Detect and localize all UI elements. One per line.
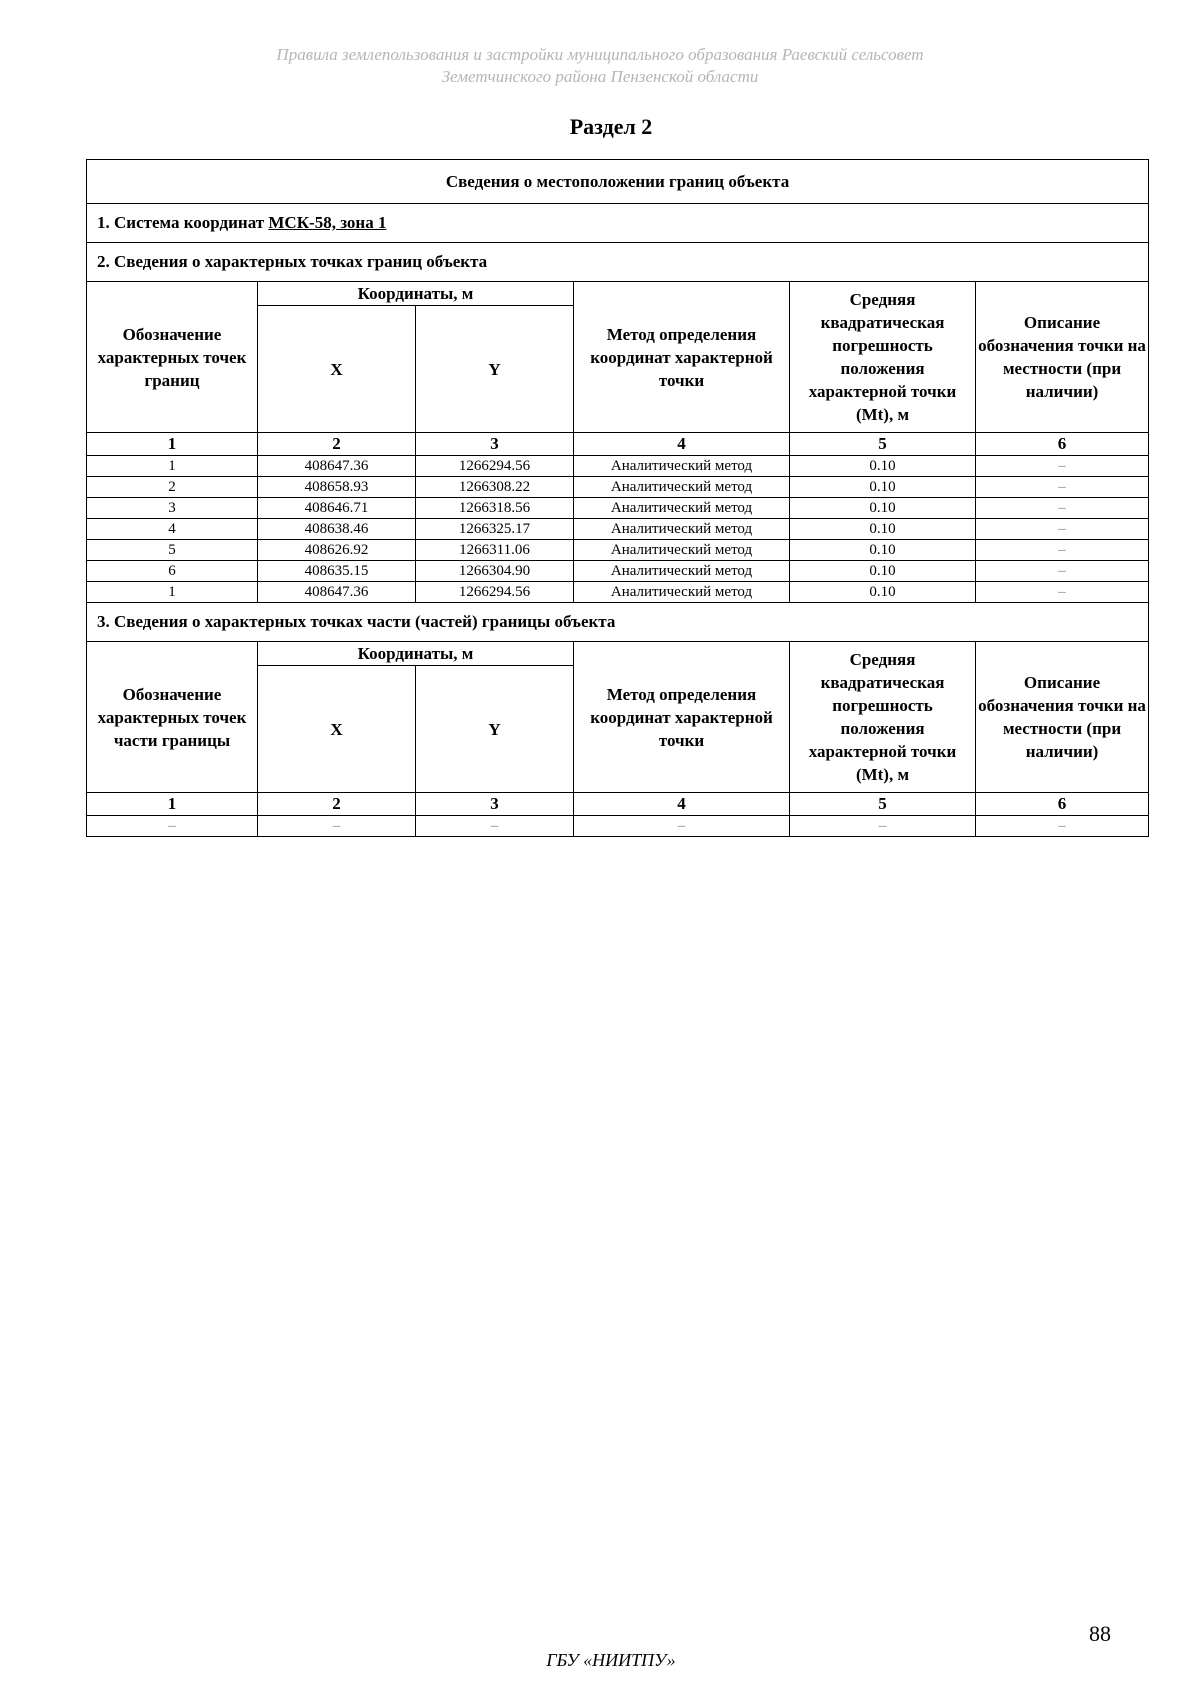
description: – [976, 582, 1149, 603]
description: – [976, 477, 1149, 498]
coord-y: – [416, 816, 574, 837]
error-value: 0.10 [790, 456, 976, 477]
table-row [87, 456, 1149, 477]
col-y-header: Y [416, 306, 574, 433]
header-line-1: Правила землепользования и застройки муниципального образования Раевский сельсовет [276, 45, 924, 64]
col-number: 6 [976, 433, 1149, 456]
col-method-header: Метод определения координат характерной точки [574, 282, 790, 433]
table-row [87, 582, 1149, 603]
table-row [87, 816, 1149, 837]
col-number: 2 [258, 433, 416, 456]
error-value: 0.10 [790, 540, 976, 561]
point-number: 4 [87, 519, 258, 540]
method: Аналитический метод [574, 519, 790, 540]
col-number: 2 [258, 793, 416, 816]
point-number: 5 [87, 540, 258, 561]
header-line-2: Земетчинского района Пензенской области [441, 67, 759, 86]
col-number: 5 [790, 793, 976, 816]
coord-x: 408638.46 [258, 519, 416, 540]
coord-y: 1266308.22 [416, 477, 574, 498]
col-description-header: Описание обозначения точки на местности (при наличии) [976, 642, 1149, 793]
coord-x: 408658.93 [258, 477, 416, 498]
coord-x: 408626.92 [258, 540, 416, 561]
method: Аналитический метод [574, 456, 790, 477]
error-value: 0.10 [790, 582, 976, 603]
col-number: 6 [976, 793, 1149, 816]
col-x-header: X [258, 666, 416, 793]
section-title: Раздел 2 [569, 114, 653, 139]
col-method-header: Метод определения координат характерной точки [574, 642, 790, 793]
error-value: 0.10 [790, 477, 976, 498]
coord-x: 408647.36 [258, 582, 416, 603]
col-error-header: Средняя квадратическая погрешность положения характерной точки (Mt), м [790, 642, 976, 793]
col-number: 1 [87, 793, 258, 816]
boundary-table [86, 159, 1149, 837]
coord-y: 1266304.90 [416, 561, 574, 582]
error-value: – [790, 816, 976, 837]
point-number: – [87, 816, 258, 837]
table-row [87, 540, 1149, 561]
description: – [976, 456, 1149, 477]
col-coords-header: Координаты, м [258, 642, 574, 666]
col-designation-header: Обозначение характерных точек границ [87, 282, 258, 433]
table-row [87, 561, 1149, 582]
col-coords-header: Координаты, м [258, 282, 574, 306]
coord-y: 1266325.17 [416, 519, 574, 540]
method: Аналитический метод [574, 561, 790, 582]
column-number-row [87, 433, 1149, 456]
col-number: 3 [416, 793, 574, 816]
coord-system-value: МСК-58, зона 1 [268, 213, 387, 232]
coord-x: – [258, 816, 416, 837]
col-error-header: Средняя квадратическая погрешность положения характерной точки (Mt), м [790, 282, 976, 433]
point-number: 1 [87, 582, 258, 603]
coord-y: 1266294.56 [416, 582, 574, 603]
coord-system-row [87, 204, 1149, 243]
coord-system-label: 1. Система координат [97, 213, 265, 232]
description: – [976, 561, 1149, 582]
section2-title: 2. Сведения о характерных точках границ объекта [87, 243, 1149, 282]
table-banner: Сведения о местоположении границ объекта [87, 160, 1149, 204]
col-number: 3 [416, 433, 574, 456]
point-number: 3 [87, 498, 258, 519]
method: Аналитический метод [574, 498, 790, 519]
col-description-header: Описание обозначения точки на местности (при наличии) [976, 282, 1149, 433]
col-number: 4 [574, 793, 790, 816]
method: Аналитический метод [574, 582, 790, 603]
method: Аналитический метод [574, 540, 790, 561]
error-value: 0.10 [790, 519, 976, 540]
coord-x: 408647.36 [258, 456, 416, 477]
col-number: 1 [87, 433, 258, 456]
table-row [87, 498, 1149, 519]
coord-y: 1266318.56 [416, 498, 574, 519]
method: Аналитический метод [574, 477, 790, 498]
error-value: 0.10 [790, 498, 976, 519]
coord-y: 1266311.06 [416, 540, 574, 561]
document-header [0, 44, 1200, 88]
col-number: 5 [790, 433, 976, 456]
method: – [574, 816, 790, 837]
col-number: 4 [574, 433, 790, 456]
point-number: 2 [87, 477, 258, 498]
description: – [976, 540, 1149, 561]
col-y-header: Y [416, 666, 574, 793]
column-number-row [87, 793, 1149, 816]
error-value: 0.10 [790, 561, 976, 582]
page-number: 88 [1089, 1621, 1111, 1646]
point-number: 6 [87, 561, 258, 582]
section3-title: 3. Сведения о характерных точках части (частей) границы объекта [87, 603, 1149, 642]
col-designation-header: Обозначение характерных точек части границы [87, 642, 258, 793]
description: – [976, 519, 1149, 540]
table-row [87, 477, 1149, 498]
coord-x: 408646.71 [258, 498, 416, 519]
col-x-header: X [258, 306, 416, 433]
description: – [976, 816, 1149, 837]
document-footer: ГБУ «НИИТПУ» [546, 1650, 676, 1670]
point-number: 1 [87, 456, 258, 477]
table-row [87, 519, 1149, 540]
coord-x: 408635.15 [258, 561, 416, 582]
coord-y: 1266294.56 [416, 456, 574, 477]
description: – [976, 498, 1149, 519]
